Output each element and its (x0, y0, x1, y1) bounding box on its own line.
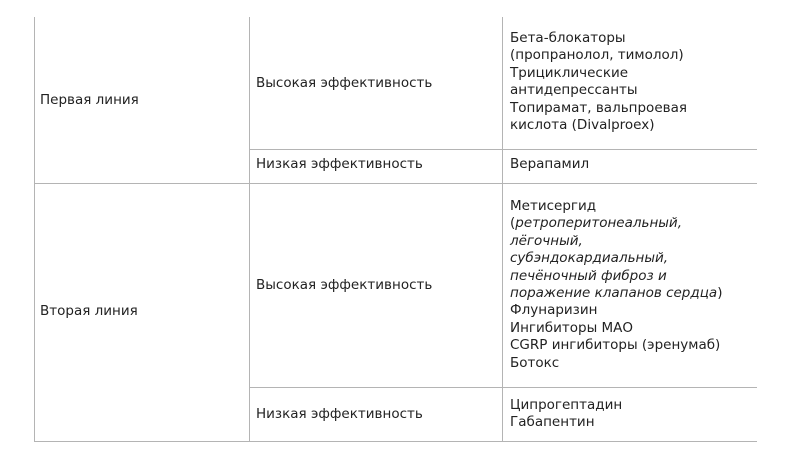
line-label-first: Первая линия (40, 92, 139, 108)
drug-note-text: ретроперитонеальный, (515, 215, 682, 232)
drug-item: Флунаризин (510, 302, 598, 319)
drug-item: Верапамил (510, 156, 590, 172)
drug-list-second-high (510, 198, 722, 372)
drug-item: Габапентин (510, 414, 595, 431)
table-border-row1-sub-b (502, 149, 757, 150)
efficacy-label-low: Низкая эффективность (256, 406, 423, 422)
efficacy-label-high: Высокая эффективность (256, 277, 433, 293)
line-label-second: Вторая линия (40, 303, 138, 319)
table-border-bottom (34, 441, 757, 442)
table-border-left (34, 17, 35, 441)
table-border-row-divider (34, 183, 757, 184)
drug-list-second-low (510, 397, 622, 432)
drug-item: кислота (Divalproex) (510, 117, 655, 134)
drug-list-first-high (510, 30, 687, 134)
table-border-row2-sub (249, 387, 757, 388)
drug-list-first-low (510, 156, 589, 173)
drug-item: Бета-блокаторы (510, 30, 626, 46)
efficacy-label-high: Высокая эффективность (256, 75, 433, 91)
drug-note-line: печёночный фиброз и (510, 267, 667, 284)
drug-item: Метисергид (510, 198, 597, 214)
drug-item: Ботокс (510, 354, 560, 371)
drug-note-text: поражение клапанов сердца (510, 285, 718, 302)
drug-note-line: лёгочный, (510, 232, 583, 249)
drug-note-line: (ретроперитонеальный, (510, 215, 682, 232)
drug-note-line: субэндокардиальный, (510, 250, 669, 267)
drug-item: Ингибиторы МАО (510, 319, 634, 336)
drug-item: Ципрогептадин (510, 397, 623, 413)
drug-item: антидепрессанты (510, 82, 638, 99)
efficacy-label-low: Низкая эффективность (256, 156, 423, 172)
drug-table (34, 17, 757, 442)
drug-item: Трициклические (510, 64, 629, 81)
drug-note-line: поражение клапанов сердца) (510, 285, 723, 302)
table-border-col2 (502, 17, 503, 441)
table-border-col1 (249, 17, 250, 441)
drug-item: Топирамат, вальпроевая (510, 99, 687, 116)
drug-item: CGRP ингибиторы (эренумаб) (510, 337, 721, 354)
table-border-row1-sub-a (249, 149, 502, 150)
drug-item: (пропранолол, тимолол) (510, 47, 684, 64)
